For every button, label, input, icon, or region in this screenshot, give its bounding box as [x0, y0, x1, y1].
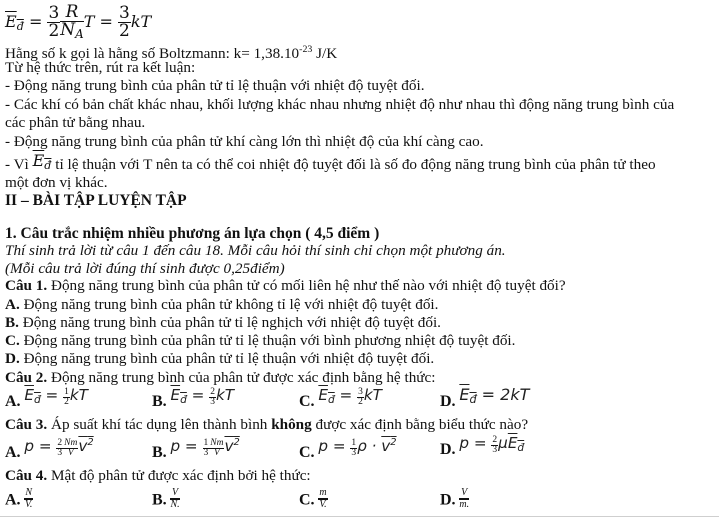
question-1: Câu 1. Động năng trung bình của phân tử có mối liên hệ như thế nào với nhiệt độ tuyệt đối? [5, 277, 566, 294]
fraction-3-2-b: $\frac{3}{2}$ [119, 2, 130, 41]
q4-option-a[interactable]: A. $\frac{N}{V.}$ [5, 487, 33, 510]
formula-eq: = [28, 11, 43, 31]
q4-option-d[interactable]: D. $\frac{V}{m.}$ [440, 487, 470, 510]
q3-option-a[interactable]: A. p = $\frac{2}{3}$ $\frac{Nm}{V}$ $v^2$ [5, 437, 94, 461]
q4-option-c[interactable]: C. $\frac{m}{V.}$ [299, 487, 327, 510]
q1-option-c[interactable]: C. Động năng trung bình của phân tử tỉ lệ thuận với bình phương nhiệt độ tuyệt đối. [5, 332, 516, 349]
question-3: Câu 3. Áp suất khí tác dụng lên thành bình không được xác định bằng biểu thức nào? [5, 416, 529, 433]
conclusion-2-line1: - Các khí có bản chất khác nhau, khối lượng khác nhau nhưng nhiệt độ như nhau thì động năng trung bình của [5, 96, 675, 113]
formula-rhs: kT [130, 11, 152, 31]
energy-symbol: $E_đ$ [32, 151, 52, 172]
conclusion-2-line2: các phân tử bằng nhau. [5, 114, 146, 131]
q1-option-b[interactable]: B. Động năng trung bình của phân tử tỉ lệ nghịch với nhiệt độ tuyệt đối. [5, 314, 441, 331]
instruction-1: Thí sinh trả lời từ câu 1 đến câu 18. Mỗi câu hỏi thí sinh chỉ chọn một phương án. [5, 242, 506, 259]
formula-lhs: $E_đ$ [5, 11, 24, 33]
question-2: Câu 2. Động năng trung bình của phân tử được xác định bằng hệ thức: [5, 369, 436, 386]
q3-option-d[interactable]: D. p = $\frac{2}{3}$ $\mu E_đ$ [440, 434, 525, 458]
bottom-divider [0, 516, 719, 517]
q1-option-d[interactable]: D. Động năng trung bình của phân tử tỉ lệ thuận với nhiệt độ tuyệt đối. [5, 350, 435, 367]
fraction-r-na: $\frac{R}{N_A}$ [60, 2, 84, 41]
section-heading: II – BÀI TẬP LUYỆN TẬP [5, 192, 187, 209]
q2-option-c[interactable]: C. $E_đ$ = $\frac{3}{2}$ kT [299, 386, 382, 410]
conclusion-3: - Động năng trung bình của phân tử khí càng lớn thì nhiệt độ của khí càng cao. [5, 133, 484, 150]
conclusion-4-line1: - Vì $E_đ$ tỉ lệ thuận với T nên ta có thể coi nhiệt độ tuyệt đối là số đo động năng trung bình của phân tử theo [5, 151, 656, 173]
q2-option-a[interactable]: A. $E_đ$ = $\frac{1}{2}$ kT [5, 386, 88, 410]
conclusion-1: - Động năng trung bình của phân tử tỉ lệ thuận với nhiệt độ tuyệt đối. [5, 77, 425, 94]
q3-option-c[interactable]: C. p = $\frac{1}{3}$ $\rho \cdot v^2$ [299, 437, 397, 461]
conclusion-intro: Từ hệ thức trên, rút ra kết luận: [5, 59, 196, 76]
kinetic-energy-formula [5, 4, 151, 42]
formula-mid: T = [83, 11, 113, 31]
q3-option-b[interactable]: B. p = $\frac{1}{3}$ $\frac{Nm}{V}$ $v^2$ [152, 437, 240, 461]
q2-option-b[interactable]: B. $E_đ$ = $\frac{2}{3}$ kT [152, 386, 235, 410]
q2-option-d[interactable]: D. $E_đ = 2kT$ [440, 385, 530, 410]
question-4: Câu 4. Mật độ phân tử được xác định bởi hệ thức: [5, 467, 311, 484]
q4-option-b[interactable]: B. $\frac{V}{N.}$ [152, 487, 180, 510]
boltzmann-constant-text: Hằng số k gọi là hằng số Boltzmann: $k= 1,38.10^{-23}$ J/K [5, 44, 338, 62]
fraction-3-2: $\frac{3}{2}$ [48, 2, 60, 41]
q1-option-a[interactable]: A. Động năng trung bình của phân tử không tỉ lệ với nhiệt độ tuyệt đối. [5, 296, 439, 313]
conclusion-4-line2: một đơn vị khác. [5, 174, 108, 191]
instruction-2: (Mỗi câu trả lời đúng thí sinh được 0,25điểm) [5, 260, 285, 277]
section-subheading: 1. Câu trắc nhiệm nhiều phương án lựa chọn ( 4,5 điểm ) [5, 225, 380, 242]
